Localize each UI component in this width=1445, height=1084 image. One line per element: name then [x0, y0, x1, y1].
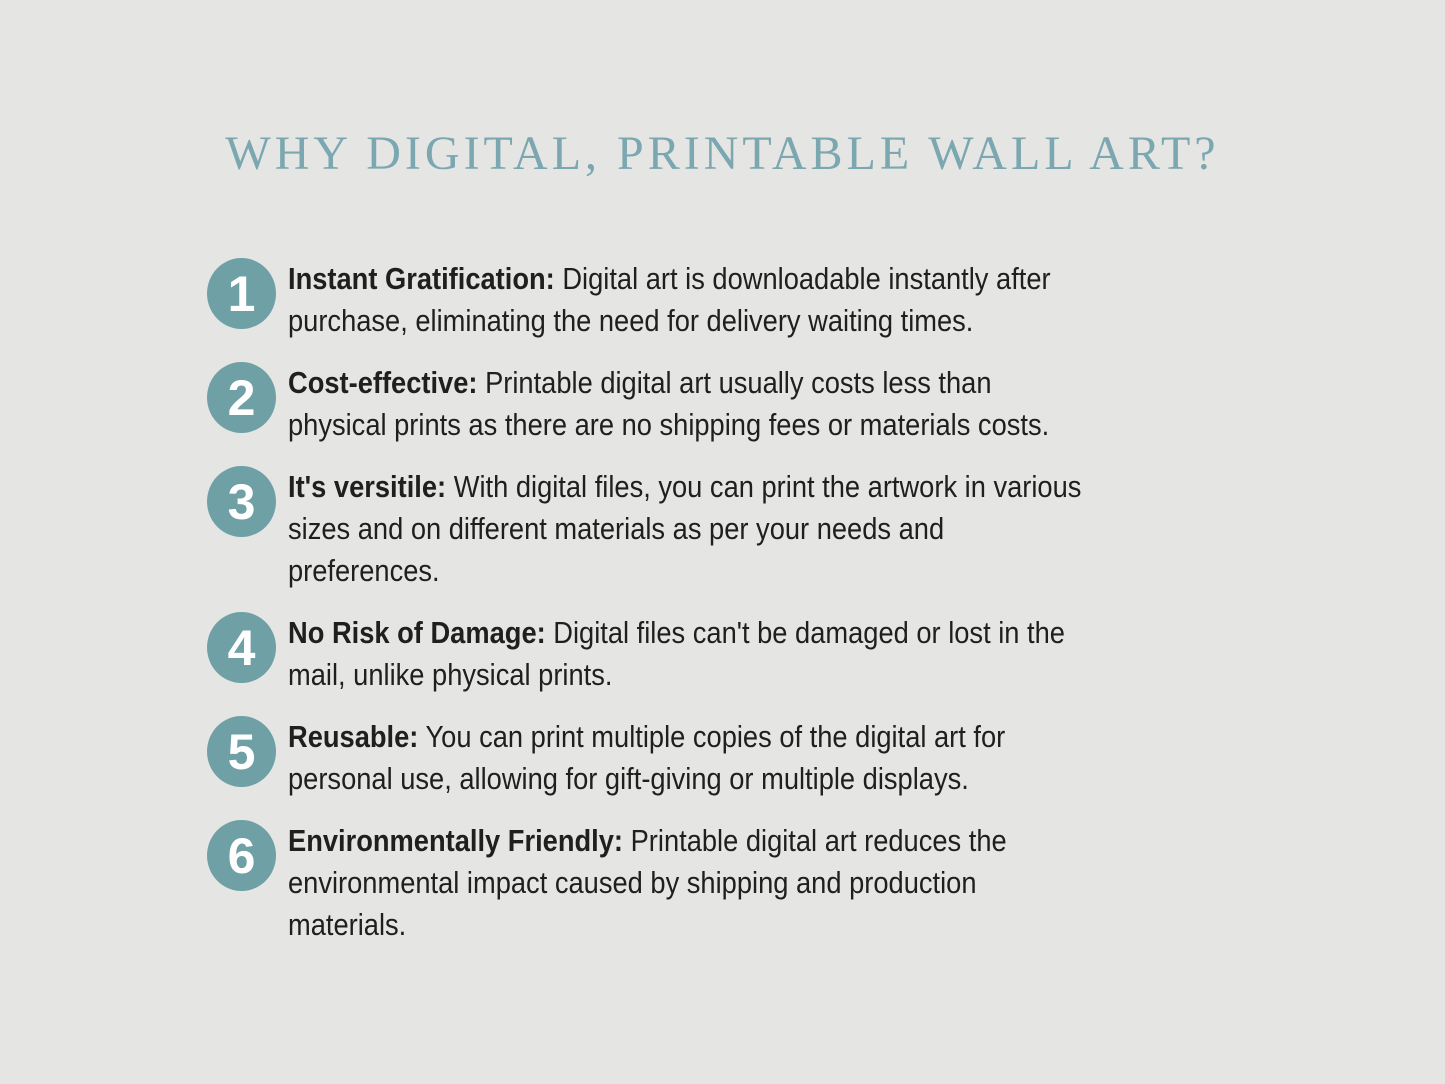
- item-heading: Reusable:: [288, 719, 419, 754]
- item-text: [288, 258, 1051, 342]
- benefit-item: [207, 612, 1190, 696]
- item-text-line: preferences.: [288, 553, 440, 588]
- item-text-line: [288, 716, 1005, 758]
- item-body-start: Printable digital art reduces the: [623, 823, 1007, 858]
- item-text-line: purchase, eliminating the need for delivery waiting times.: [288, 303, 974, 338]
- item-number-badge: 6: [207, 820, 276, 891]
- item-text-line: [288, 258, 1051, 300]
- item-text-line: materials.: [288, 907, 407, 942]
- item-text: [288, 612, 1065, 696]
- item-text-line: [288, 612, 1065, 654]
- item-heading: Cost-effective:: [288, 365, 478, 400]
- item-text: [288, 362, 1049, 446]
- item-text-line: environmental impact caused by shipping and production: [288, 865, 977, 900]
- item-text-line: personal use, allowing for gift-giving or multiple displays.: [288, 761, 969, 796]
- item-heading: Environmentally Friendly:: [288, 823, 624, 858]
- item-number-badge: 4: [207, 612, 276, 683]
- item-heading: No Risk of Damage:: [288, 615, 546, 650]
- item-text-line: mail, unlike physical prints.: [288, 657, 613, 692]
- item-text: [288, 820, 1007, 946]
- item-body-start: Digital files can't be damaged or lost in the: [545, 615, 1065, 650]
- item-text-line: sizes and on different materials as per your needs and: [288, 511, 945, 546]
- item-number-badge: 2: [207, 362, 276, 433]
- item-number-badge: 5: [207, 716, 276, 787]
- item-body-start: You can print multiple copies of the digital art for: [418, 719, 1006, 754]
- item-text-line: [288, 362, 1049, 404]
- item-number-badge: 3: [207, 466, 276, 537]
- item-text-line: physical prints as there are no shipping fees or materials costs.: [288, 407, 1050, 442]
- benefit-item: [207, 820, 1190, 946]
- item-body-start: Digital art is downloadable instantly after: [554, 261, 1051, 296]
- page-title: WHY DIGITAL, PRINTABLE WALL ART?: [225, 127, 1220, 180]
- item-text-line: [288, 466, 1081, 508]
- item-text-line: [288, 820, 1007, 862]
- benefit-item: [207, 716, 1190, 800]
- item-heading: Instant Gratification:: [288, 261, 555, 296]
- benefit-item: [207, 258, 1190, 342]
- item-text: [288, 716, 1005, 800]
- item-heading: It's versitile:: [288, 469, 447, 504]
- benefits-list: [207, 258, 1190, 966]
- item-body-start: Printable digital art usually costs less than: [477, 365, 992, 400]
- benefit-item: [207, 466, 1190, 592]
- benefit-item: [207, 362, 1190, 446]
- item-text: [288, 466, 1081, 592]
- item-number-badge: 1: [207, 258, 276, 329]
- item-body-start: With digital files, you can print the artwork in various: [446, 469, 1082, 504]
